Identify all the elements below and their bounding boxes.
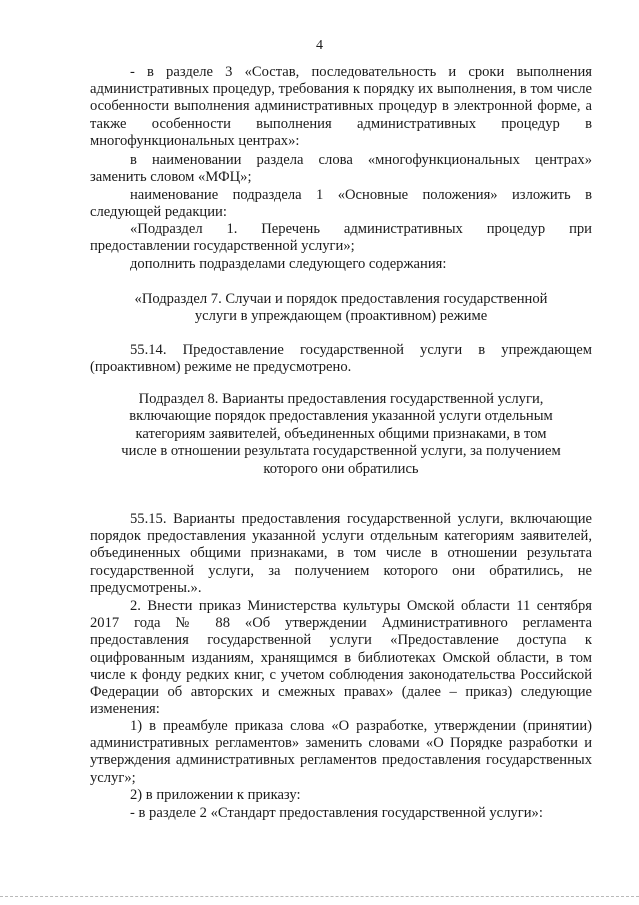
paragraph-55-14: 55.14. Предоставление государственной услуги в упреждающем (проактивном) режиме не предусмотрено.	[90, 342, 592, 376]
paragraph-add-subsections: дополнить подразделами следующего содержания:	[130, 256, 447, 272]
paragraph-rename-section: в наименовании раздела слова «многофункциональных центрах» заменить словом «МФЦ»;	[90, 152, 592, 186]
heading-subsection-8: Подраздел 8. Варианты предоставления государственной услуги, включающие порядок предоставления указанной услуги отдельным категориям заявителей, объединенных общими признаками, в том числе в отношении результата государственной услуги, за получением которого они обратились	[121, 391, 561, 477]
paragraph-subsection-1-name: наименование подраздела 1 «Основные положения» изложить в следующей редакции:	[90, 187, 592, 221]
paragraph-item-2-1: 1) в преамбуле приказа слова «О разработке, утверждении (принятии) административных регламентов» заменить словами «О Порядке разработки и утверждения административных регламентов предоставления государственных услуг»;	[90, 718, 592, 786]
paragraph-item-2-2: 2) в приложении к приказу:	[130, 787, 301, 803]
scan-edge-line	[0, 896, 639, 897]
paragraph-item-2: 2. Внести приказ Министерства культуры Омской области 11 сентября 2017 года № 88 «Об утверждении Административного регламента предоставления государственной услуги «Предоставление доступа к оцифрованным изданиям, хранящимся в библиотеках Омской области, в том числе к фонду редких книг, с учетом соблюдения законодательства Российской Федерации об авторских и смежных правах» (далее – приказ) следующие изменения:	[90, 598, 592, 718]
paragraph-subsection-1-text: «Подраздел 1. Перечень административных процедур при предоставлении государственной услуги»;	[90, 221, 592, 255]
paragraph-section-3: - в разделе 3 «Состав, последовательность и сроки выполнения административных процедур, требования к порядку их выполнения, в том числе особенности выполнения административных процедур в электронной форме, а также особенности выполнения административных процедур в многофункциональных центрах»:	[90, 64, 592, 149]
paragraph-55-15: 55.15. Варианты предоставления государственной услуги, включающие порядок предоставления указанной услуги отдельным категориям заявителей, объединенных общими признаками, в том числе в отношении результата государственной услуги, за получением которого они обратились, не предусмотрены.».	[90, 511, 592, 596]
page-number: 4	[316, 38, 323, 53]
paragraph-section-2: - в разделе 2 «Стандарт предоставления государственной услуги»:	[130, 805, 543, 821]
heading-subsection-7: «Подраздел 7. Случаи и порядок предоставления государственной услуги в упреждающем (проактивном) режиме	[134, 291, 548, 325]
